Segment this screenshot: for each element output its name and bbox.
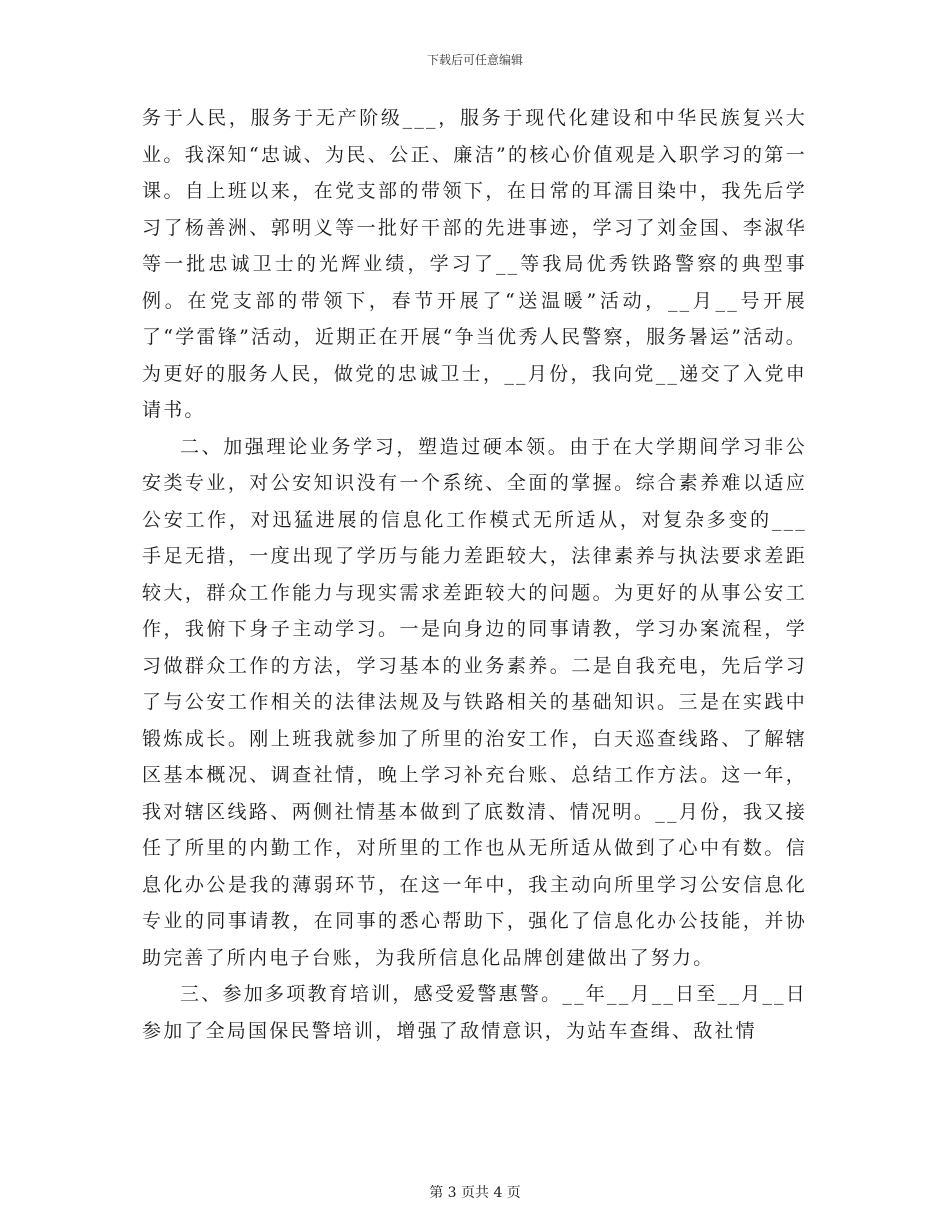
document-body — [142, 100, 807, 1049]
paragraph-continuation: 务于人民，服务于无产阶级___，服务于现代化建设和中华民族复兴大业。我深知“忠诚、为民、公正、廉洁”的核心价值观是入职学习的第一课。自上班以来，在党支部的带领下，在日常的耳濡目染中，我先后学习了杨善洲、郭明义等一批好干部的先进事迹，学习了刘金国、李淑华等一批忠诚卫士的光辉业绩，学习了__等我局优秀铁路警察的典型事例。在党支部的带领下，春节开展了“送温暖”活动，__月__号开展了“学雷锋”活动，近期正在开展“争当优秀人民警察，服务暑运”活动。为更好的服务人民，做党的忠诚卫士，__月份，我向党__递交了入党申请书。 — [142, 107, 807, 421]
page-header: 下载后可任意编辑 — [426, 53, 523, 67]
paragraph-section-two: 二、加强理论业务学习，塑造过硬本领。由于在大学期间学习非公安类专业，对公安知识没有一个系统、全面的掌握。综合素养难以适应公安工作，对迅猛进展的信息化工作模式无所适从，对复杂多变的___手足无措，一度出现了学历与能力差距较大，法律素养与执法要求差距较大，群众工作能力与现实需求差距较大的问题。为更好的从事公安工作，我俯下身子主动学习。一是向身边的同事请教，学习办案流程，学习做群众工作的方法，学习基本的业务素养。二是自我充电，先后学习了与公安工作相关的法律法规及与铁路相关的基础知识。三是在实践中锻炼成长。刚上班我就参加了所里的治安工作，白天巡查线路、了解辖区基本概况、调查社情，晚上学习补充台账、总结工作方法。这一年，我对辖区线路、两侧社情基本做到了底数清、情况明。__月份，我又接任了所里的内勤工作，对所里的工作也从无所适从做到了心中有数。信息化办公是我的薄弱环节，在这一年中，我主动向所里学习公安信息化专业的同事请教，在同事的悉心帮助下，强化了信息化办公技能，并协助完善了所内电子台账，为我所信息化品牌创建做出了努力。 — [142, 435, 807, 969]
paragraph-section-three: 三、参加多项教育培训，感受爱警惠警。__年__月__日至__月__日参加了全局国保民警培训，增强了敌情意识，为站车查缉、敌社情 — [142, 983, 807, 1042]
page-footer: 第 3 页共 4 页 — [429, 1185, 521, 1201]
